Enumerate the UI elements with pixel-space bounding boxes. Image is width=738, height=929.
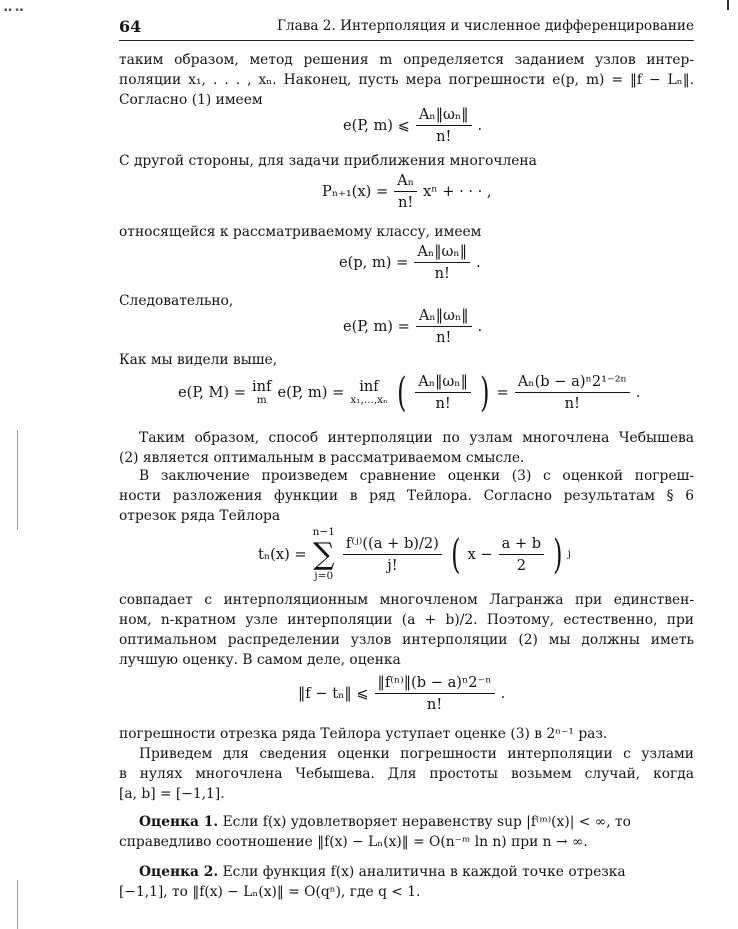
denominator: n! bbox=[436, 329, 452, 346]
running-head: Глава 2. Интерполяция и численное дифференцирование bbox=[276, 18, 694, 34]
eq-tail: . bbox=[635, 384, 641, 401]
sum-upper-limit: n−1 bbox=[312, 526, 335, 538]
denominator: n! bbox=[426, 696, 443, 713]
text-line: погрешности отрезка ряда Тейлора уступает оценке (3) в 2ⁿ⁻¹ раз. bbox=[119, 726, 608, 742]
eq-lhs: Pₙ₊₁(x) = bbox=[322, 183, 389, 200]
exponent: j bbox=[567, 549, 571, 560]
infimum bbox=[252, 379, 271, 406]
inf-subscript: x₁,...,xₙ bbox=[350, 394, 388, 406]
text-line: таким образом, метод решения m определяется заданием узлов интер- bbox=[119, 52, 694, 68]
eq-tail: . bbox=[477, 318, 483, 335]
eq-tail: . bbox=[477, 117, 483, 134]
fraction bbox=[394, 171, 417, 212]
text-line: справедливо соотношение ‖f(x) − Lₙ(x)‖ = O(n⁻ᵐ ln n) при n → ∞. bbox=[119, 834, 588, 850]
left-paren: ( bbox=[450, 531, 461, 578]
equation-3 bbox=[339, 242, 481, 283]
infimum bbox=[350, 379, 387, 406]
text-line: Таким образом, способ интерполяции по узлам многочлена Чебышева bbox=[139, 430, 694, 446]
estimate-label: Оценка 2. bbox=[139, 864, 219, 880]
fraction bbox=[515, 372, 630, 413]
numerator: Aₙ bbox=[394, 171, 417, 192]
estimate-text: Если функция f(x) аналитична в каждой точке отрезка bbox=[222, 864, 626, 880]
text-line: [a, b] = [−1,1]. bbox=[119, 786, 225, 802]
header-rule bbox=[119, 40, 694, 41]
eq-lhs: e(P, m) ⩽ bbox=[343, 117, 410, 134]
fraction bbox=[415, 372, 471, 413]
fraction bbox=[416, 105, 472, 146]
eq-lhs: e(p, m) = bbox=[339, 254, 409, 271]
text-line: Следовательно, bbox=[119, 293, 234, 309]
text-line: лучшую оценку. В самом деле, оценка bbox=[119, 652, 401, 668]
text-line: ном, n-кратном узле интерполяции (a + b)/2. Поэтому, естественно, при bbox=[119, 612, 694, 628]
sigma-symbol: ∑ bbox=[313, 537, 335, 572]
eq-tail: . bbox=[476, 254, 481, 271]
fraction bbox=[416, 306, 472, 347]
text-line: поляции x₁, . . . , xₙ. Наконец, пусть мера погрешности e(p, m) = ‖f − Lₙ‖. bbox=[119, 72, 694, 88]
text-line: Согласно (1) имеем bbox=[119, 92, 263, 108]
text-line: Приведем для сведения оценки погрешности интерполяции с узлами bbox=[139, 746, 694, 762]
numerator: Aₙ‖ωₙ‖ bbox=[415, 372, 471, 393]
scan-gutter-line bbox=[17, 880, 18, 929]
text-line: [−1,1], то ‖f(x) − Lₙ(x)‖ = O(qⁿ), где q < 1. bbox=[119, 884, 421, 900]
equation-7 bbox=[298, 673, 505, 714]
denominator: n! bbox=[434, 265, 450, 282]
fraction bbox=[414, 242, 470, 283]
eq-lhs: e(P, m) = bbox=[343, 318, 410, 335]
left-paren: ( bbox=[396, 369, 407, 416]
eq-lhs: e(P, M) = bbox=[178, 384, 246, 401]
text-line: в нулях многочлена Чебышева. Для простоты возьмем случай, когда bbox=[119, 766, 694, 782]
fraction bbox=[499, 534, 545, 575]
text-line: В заключение произведем сравнение оценки (3) с оценкой погреш- bbox=[139, 468, 694, 484]
right-paren: ) bbox=[553, 531, 563, 578]
right-paren: ) bbox=[480, 369, 490, 416]
eq-tail: . bbox=[500, 685, 506, 702]
numerator: f⁽ʲ⁾((a + b)/2) bbox=[343, 534, 442, 555]
eq-lhs: tₙ(x) = bbox=[258, 546, 307, 563]
estimate-2-line bbox=[139, 862, 626, 882]
estimate-text: Если f(x) удовлетворяет неравенству sup |f⁽ᵐ⁾(x)| < ∞, то bbox=[222, 814, 631, 830]
text-line: совпадает с интерполяционным многочленом Лагранжа при единствен- bbox=[119, 592, 694, 608]
equation-2 bbox=[322, 171, 492, 212]
denominator: n! bbox=[397, 194, 414, 211]
equation-5 bbox=[178, 369, 641, 416]
denominator: j! bbox=[387, 557, 398, 574]
equation-1 bbox=[343, 105, 482, 146]
text-line: оптимальном распределении узлов интерполяции (2) мы должны иметь bbox=[119, 632, 694, 648]
denominator: 2 bbox=[516, 557, 527, 574]
text-line: относящейся к рассматриваемому классу, имеем bbox=[119, 224, 482, 240]
scan-gutter-line bbox=[17, 430, 18, 530]
text-line: Как мы видели выше, bbox=[119, 352, 278, 368]
eq-middle: e(P, m) = bbox=[277, 384, 345, 401]
eq-lhs: ‖f − tₙ‖ ⩽ bbox=[298, 685, 369, 702]
inf-symbol: inf bbox=[359, 378, 379, 395]
sum-lower-limit: j=0 bbox=[314, 570, 334, 582]
text-line: отрезок ряда Тейлора bbox=[119, 508, 281, 524]
denominator: n! bbox=[435, 395, 451, 412]
summation bbox=[313, 526, 335, 583]
eq-tail: xⁿ + · · · , bbox=[423, 183, 492, 200]
text-line: С другой стороны, для задачи приближения многочлена bbox=[119, 153, 537, 169]
equation-4 bbox=[343, 306, 482, 347]
scan-speck: ▪▪ ▪▪ bbox=[4, 7, 25, 13]
eq-equals: = bbox=[496, 384, 509, 401]
inf-symbol: inf bbox=[251, 378, 272, 395]
numerator: ‖f⁽ⁿ⁾‖(b − a)ⁿ2⁻ⁿ bbox=[375, 673, 495, 694]
fraction bbox=[343, 534, 442, 575]
numerator: Aₙ‖ωₙ‖ bbox=[416, 306, 472, 327]
numerator: Aₙ(b − a)ⁿ2¹⁻²ⁿ bbox=[515, 372, 630, 393]
estimate-1-line bbox=[139, 812, 631, 832]
denominator: n! bbox=[564, 395, 580, 412]
text-line: ности разложения функции в ряд Тейлора. Согласно результатам § 6 bbox=[119, 488, 694, 504]
eq-inner: x − bbox=[467, 546, 493, 563]
text-line: (2) является оптимальным в рассматриваемом смысле. bbox=[119, 450, 525, 466]
numerator: Aₙ‖ωₙ‖ bbox=[414, 242, 470, 263]
estimate-label: Оценка 1. bbox=[139, 814, 219, 830]
equation-6 bbox=[258, 526, 571, 583]
fraction bbox=[375, 673, 495, 714]
numerator: Aₙ‖ωₙ‖ bbox=[416, 105, 472, 126]
numerator: a + b bbox=[499, 534, 545, 555]
inf-subscript: m bbox=[256, 394, 267, 406]
scan-edge-mark bbox=[727, 0, 729, 10]
denominator: n! bbox=[436, 128, 452, 145]
page-number: 64 bbox=[119, 17, 142, 36]
page-header bbox=[119, 17, 694, 37]
